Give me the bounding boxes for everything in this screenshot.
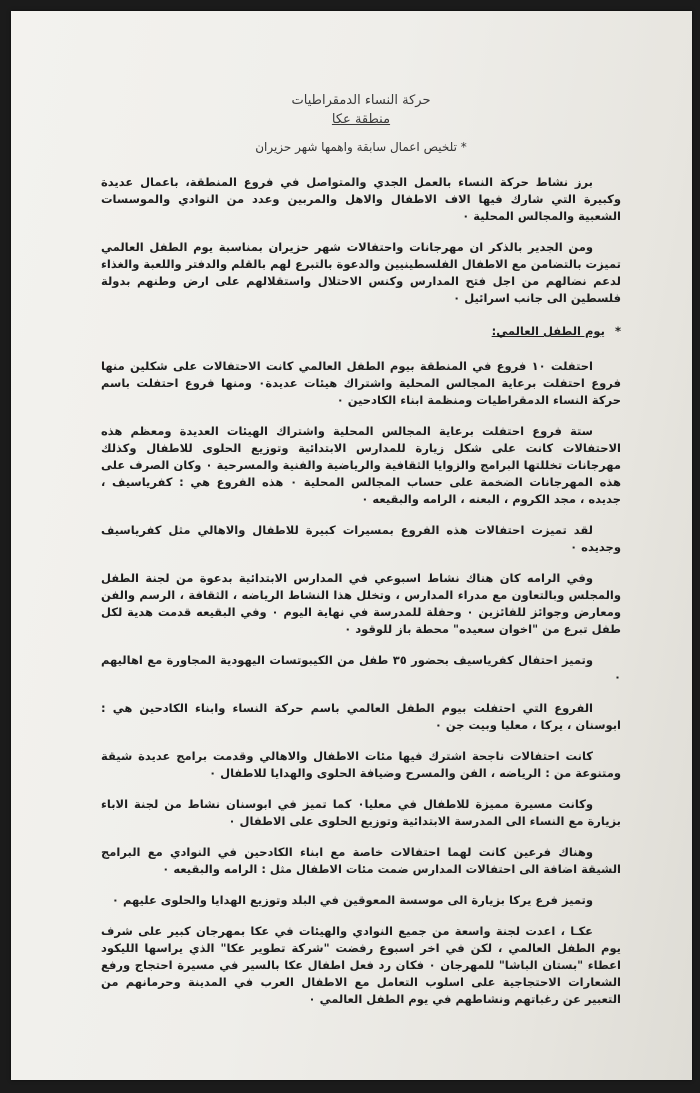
body-paragraph: وتميز احتفال كفرياسيف بحضور ٣٥ طفل من الكيبوتسات اليهودية المجاورة مع اهاليهم ٠ — [101, 653, 621, 684]
section-heading — [101, 323, 621, 340]
body-paragraph: لقد تميزت احتفالات هذه الفروع بمسيرات كبيرة للاطفال والاهالي مثل كفرياسيف وجديده ٠ — [101, 523, 621, 554]
body-paragraph: وتميز فرع يركا بزيارة الى موسسة المعوقين في البلد وتوزيع الهدايا والحلوى عليهم ٠ — [111, 893, 593, 907]
body-paragraph: احتفلت ١٠ فروع في المنطقة بيوم الطفل العالمي كانت الاحتفالات على شكلين منها فروع احتفلت برعاية المجالس المحلية واشتراك هيئات عديدة٠ ومنها فروع احتفلت باسم حركة النساء الدمقراطيات ومنظمة ابناء الكادحين ٠ — [101, 359, 621, 407]
bullet-icon: * — [614, 324, 621, 338]
body-paragraph: وفي الرامه كان هناك نشاط اسبوعي في المدارس الابتدائية بدعوة من لجنة الطفل والمجلس وبالتعاون مع مدراء المدارس ، وتخلل هذا النشاط الرياضه ، الثقافة ، الرسم والفن ومعارض وجوائز للفائزين ٠ وحفلة للمدرسة في نهاية اليوم ٠ وفي البقيعه قدمت هدية لكل طفل تبرع من "اخوان سعيده" محطة باز للوقود ٠ — [101, 571, 621, 636]
body-paragraph: كانت احتفالات ناجحة اشترك فيها مئات الاطفال والاهالي وقدمت برامج عديدة شيقة ومتنوعة من : الرياضه ، الفن والمسرح وضيافة الحلوى والهدايا للاطفال ٠ — [101, 749, 621, 780]
document-body — [101, 83, 621, 1008]
summary-line: * تلخيص اعمال سابقة واهمها شهر حزيران — [255, 140, 467, 154]
body-paragraph: وهناك فرعين كانت لهما احتفالات خاصة مع ابناء الكادحين في النوادي مع البرامج الشيقة اضافة الى احتفالات المدارس ضمت مئات الاطفال مثل : الرامه والبقيعه ٠ — [101, 845, 621, 876]
region-name: منطقة عكا — [331, 112, 391, 127]
body-paragraph: عكـا ، اعدت لجنة واسعة من جميع النوادي والهيئات في عكا بمهرجان كبير على شرف يوم الطفل العالمي ، لكن في اخر اسبوع رفضت "شركة تطوير عكا" الذي يراسها الليكود اعطاء "بستان الباشا" للمهرجان ٠ فكان رد فعل اطفال عكا بالسير في مسيرة احتجاج ورفع الشعارات الاحتجاجية على اسلوب التعامل مع الاطفال العرب في المدينة وحرمانهم من التعبير عن رغباتهم ونشاطهم في يوم الطفل العالمي ٠ — [101, 924, 621, 1006]
document-page — [11, 11, 692, 1080]
organization-name: حركة النساء الدمقراطيات — [291, 93, 431, 108]
body-paragraph: الفروع التي احتفلت بيوم الطفل العالمي باسم حركة النساء وابناء الكادحين هي : ابوسنان ، يركا ، معليا وبيت جن ٠ — [101, 701, 621, 732]
letterhead — [101, 91, 621, 129]
body-paragraph: ستة فروع احتفلت برعاية المجالس المحلية واشتراك الهيئات العديدة ومعظم هذه الاحتفالات كانت على شكل زيارة للمدارس الابتدائية وتوزيع الحلوى للاطفال وكذلك مهرجانات تخللتها البرامج والزوايا الثقافية والرياضية والفنية والمسرحية ٠ وكان الصرف على هذه المهرجانات الضخمة على حساب المجالس المحلية ٠ هذه الفروع هي : كفرياسيف ، جديده ، مجد الكروم ، البعنه ، الرامه والبقيعه ٠ — [101, 424, 621, 506]
intro-paragraph: برز نشاط حركة النساء بالعمل الجدي والمتواصل في فروع المنطقة، باعمال عديدة وكبيرة التي شارك فيها الاف الاطفال والاهل والمربين وعدد من النوادي والموسسات الشعبية والمجالس المحلية ٠ — [101, 175, 621, 223]
body-paragraph: وكانت مسيرة مميزة للاطفال في معليا٠ كما تميز في ابوسنان نشاط من لجنة الاباء بزيارة مع النساء الى المدرسة الابتدائية وتوزيع الحلوى على الاطفال ٠ — [101, 797, 621, 828]
section-heading-text: يوم الطفل العالمي: — [491, 324, 605, 338]
intro-paragraph: ومن الجدير بالذكر ان مهرجانات واحتفالات شهر حزيران بمناسبة يوم الطفل العالمي تميزت بالتضامن مع الاطفال الفلسطينيين والدعوة بالتبرع لهم بالقلم والدفتر واللعبة والغذاء لدعم نضالهم من اجل فتح المدارس وكنس الاحتلال واستقلالهم على ارض وطنهم بدولة فلسطين الى جانب اسرائيل ٠ — [101, 240, 621, 305]
